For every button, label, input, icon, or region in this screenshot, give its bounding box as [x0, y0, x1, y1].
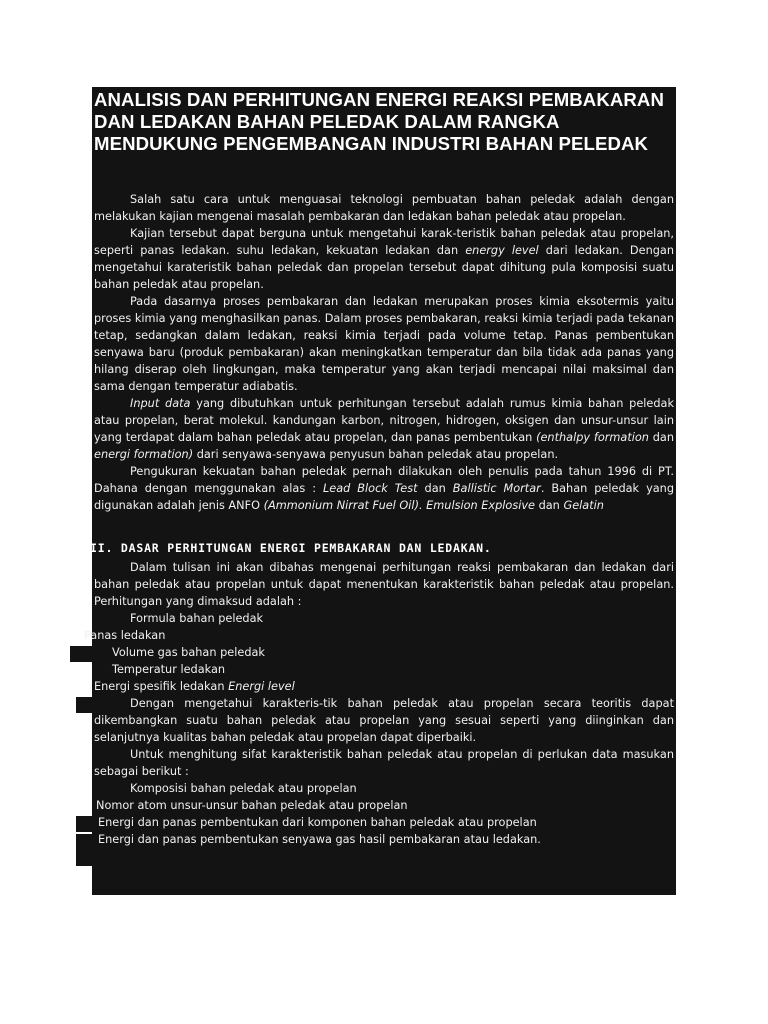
text-span: dan [535, 499, 564, 512]
text-span: Pengukuran kekuatan bahan peledak pernah dilakukan oleh penulis pada tahun 1996 di PT. Dahana dengan menggunakan alas : [94, 465, 674, 495]
text-span: dan [648, 431, 674, 444]
text-span: . Bahan peledak yang digunakan adalah jenis ANFO [94, 482, 675, 512]
list-item: Panas ledakan [84, 629, 166, 642]
paragraph-input-data [94, 395, 674, 463]
text-span: yang dibutuhkan untuk perhitungan tersebut adalah rumus kimia bahan peledak atau propelan, berat molekul. kandungan karbon, nitrogen, hidrogen, oksigen dan unsur-unsur lain yang terdapat dalam bahan peledak atau propelan, dan panas pembentukan [94, 397, 674, 444]
document-title: ANALISIS DAN PERHITUNGAN ENERGI REAKSI PEMBAKARAN DAN LEDAKAN BAHAN PELEDAK DALAM RANGKA MENDUKUNG PENGEMBANGAN INDUSTRI BAHAN PELEDAK [94, 89, 664, 154]
italic-term: (Ammonium Nirrat Fuel Oil). Emulsion Explosive [263, 499, 535, 512]
italic-term: Ballistic Mortar [452, 482, 541, 495]
italic-term: (enthalpy formation [536, 431, 649, 444]
list-item: Formula bahan peledak [130, 612, 264, 625]
paragraph-intro: Salah satu cara untuk menguasai teknologi pembuatan bahan peledak adalah dengan melakukan kajian mengenai masalah pembakaran dan ledakan bahan peledak atau propelan. [94, 193, 674, 223]
list-item [94, 678, 674, 695]
paragraph-proses: Pada dasarnya proses pembakaran dan ledakan merupakan proses kimia eksotermis yaitu proses kimia yang menghasilkan panas. Dalam proses pembakaran, reaksi kimia terjadi pada tekanan tetap, sedangkan dalam ledakan, reaksi kimia terjadi pada volume tetap. Panas pembentukan senyawa baru (produk pembakaran) akan meningkatkan temperatur dan bila tidak ada panas yang hilang diserap oleh lingkungan, maka temperatur yang akan terjadi mencapai nilai maksimal dan sama dengan temperatur adiabatis. [94, 295, 674, 393]
list-item: Energi dan panas pembentukan senyawa gas hasil pembakaran atau ledakan. [98, 833, 541, 846]
italic-term: Energi level [228, 680, 295, 693]
section-heading: II. DASAR PERHITUNGAN ENERGI PEMBAKARAN DAN LEDAKAN. [90, 541, 492, 555]
paragraph-data-masukan: Untuk menghitung sifat karakteristik bahan peledak atau propelan di perlukan data masukan sebagai berikut : [94, 748, 674, 778]
list-item: Energi dan panas pembentukan dari komponen bahan peledak atau propelan [98, 816, 537, 829]
list-item: Komposisi bahan peledak atau propelan [130, 782, 357, 795]
paragraph-dasar: Dalam tulisan ini akan dibahas mengenai perhitungan reaksi pembakaran dan ledakan dari bahan peledak atau propelan untuk dapat menentukan karakteristik bahan peledak atau propelan. Perhitungan yang dimaksud adalah : [94, 561, 674, 608]
text-span: dari senyawa-senyawa penyusun bahan peledak atau propelan. [193, 448, 559, 461]
document-body [84, 191, 675, 848]
italic-term: Gelatin [563, 499, 604, 512]
list-item: Volume gas bahan peledak [112, 646, 265, 659]
list-item: Temperatur ledakan [112, 663, 226, 676]
list-item: Nomor atom unsur-unsur bahan peledak atau propelan [96, 799, 408, 812]
paragraph-kajian [94, 225, 674, 293]
italic-term: energi formation) [94, 448, 194, 461]
text-span: Kajian tersebut dapat berguna untuk mengetahui karak-teristik bahan peledak atau propelan, seperti panas ledakan. suhu ledakan, kekuatan ledakan dan [94, 227, 674, 257]
text-span: Energi spesifik ledakan [94, 680, 229, 693]
text-span: dan [417, 482, 453, 495]
italic-term: Lead Block Test [322, 482, 418, 495]
document-page [84, 87, 676, 895]
text-span: dari ledakan. Dengan mengetahui karateristik bahan peledak dan propelan tersebut dapat dihitung pula komposisi suatu bahan peledak atau propelan. [94, 244, 674, 291]
italic-term: energy level [465, 244, 539, 257]
paragraph-pengukuran [94, 463, 674, 514]
italic-term: Input data [130, 397, 191, 410]
paragraph-karakteristik: Dengan mengetahui karakteris-tik bahan peledak atau propelan secara teoritis dapat dikembangkan suatu bahan peledak atau propelan yang sesuai seperti yang diinginkan dan selanjutnya kualitas bahan peledak atau propelan dapat diperbaiki. [94, 697, 674, 744]
